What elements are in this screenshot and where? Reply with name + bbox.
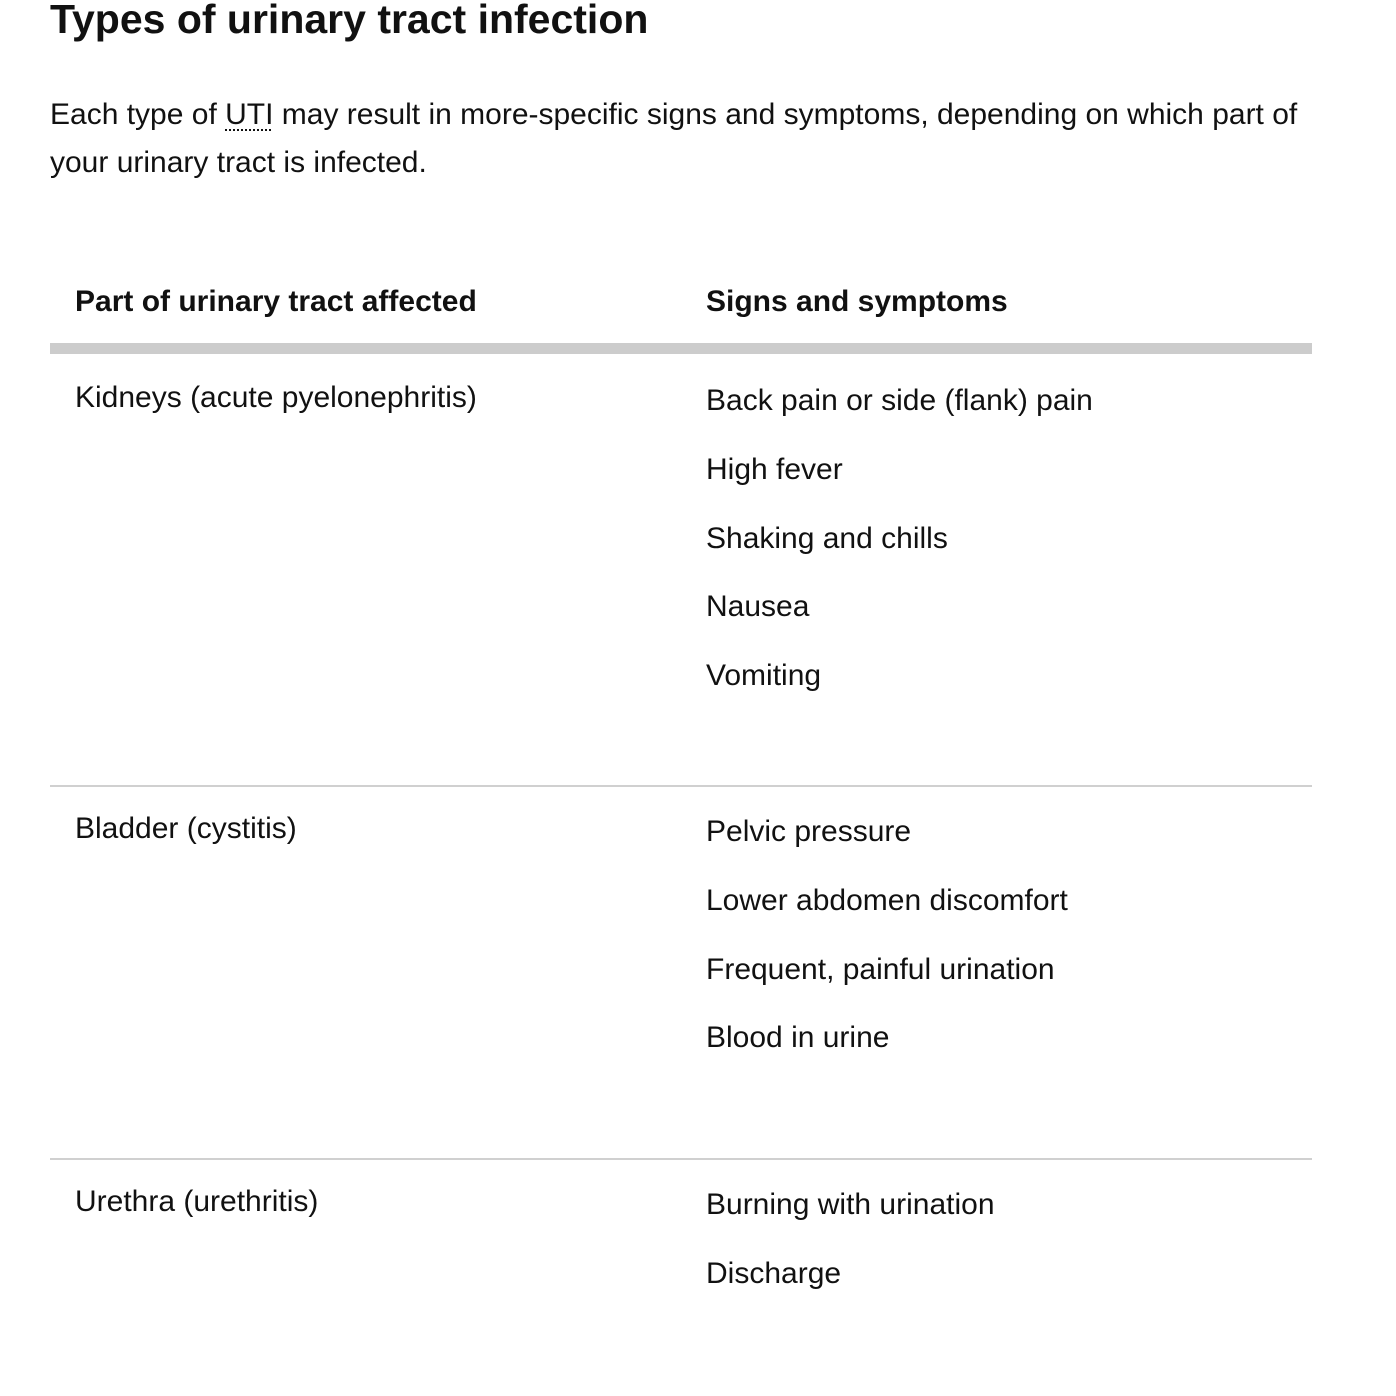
- uti-types-table: [50, 270, 1312, 1380]
- part-cell: Bladder (cystitis): [75, 812, 297, 845]
- column-header-symptoms: Signs and symptoms: [706, 285, 1008, 318]
- part-cell: Urethra (urethritis): [75, 1185, 319, 1218]
- symptom-item: Blood in urine: [706, 1021, 890, 1055]
- symptom-item: High fever: [706, 452, 843, 486]
- symptom-item: Lower abdomen discomfort: [706, 883, 1068, 917]
- intro-paragraph: [50, 91, 1320, 187]
- table-row-bladder: [50, 787, 1312, 1160]
- symptom-item: Shaking and chills: [706, 521, 948, 555]
- symptoms-list: [706, 1187, 995, 1325]
- intro-text-after: may result in more-specific signs and symptoms, depending on which part of your urinary tract is infected.: [50, 98, 1298, 179]
- uti-abbreviation[interactable]: UTI: [225, 98, 274, 131]
- table-row-kidneys: [50, 354, 1312, 787]
- symptom-item: Burning with urination: [706, 1188, 995, 1221]
- intro-text-before: Each type of: [50, 98, 226, 131]
- symptoms-list: [706, 814, 1068, 1089]
- symptom-item: Pelvic pressure: [706, 815, 912, 848]
- part-cell: Kidneys (acute pyelonephritis): [75, 381, 477, 414]
- symptom-item: Vomiting: [706, 659, 822, 692]
- column-header-part: Part of urinary tract affected: [75, 285, 477, 318]
- symptom-item: Nausea: [706, 590, 810, 624]
- symptom-item: Frequent, painful urination: [706, 952, 1055, 986]
- table-row-urethra: [50, 1160, 1312, 1380]
- symptoms-list: [706, 383, 1093, 727]
- symptom-item: Discharge: [706, 1256, 842, 1290]
- page-title: Types of urinary tract infection: [50, 0, 649, 42]
- table-header: [50, 270, 1312, 354]
- symptom-item: Back pain or side (flank) pain: [706, 384, 1093, 417]
